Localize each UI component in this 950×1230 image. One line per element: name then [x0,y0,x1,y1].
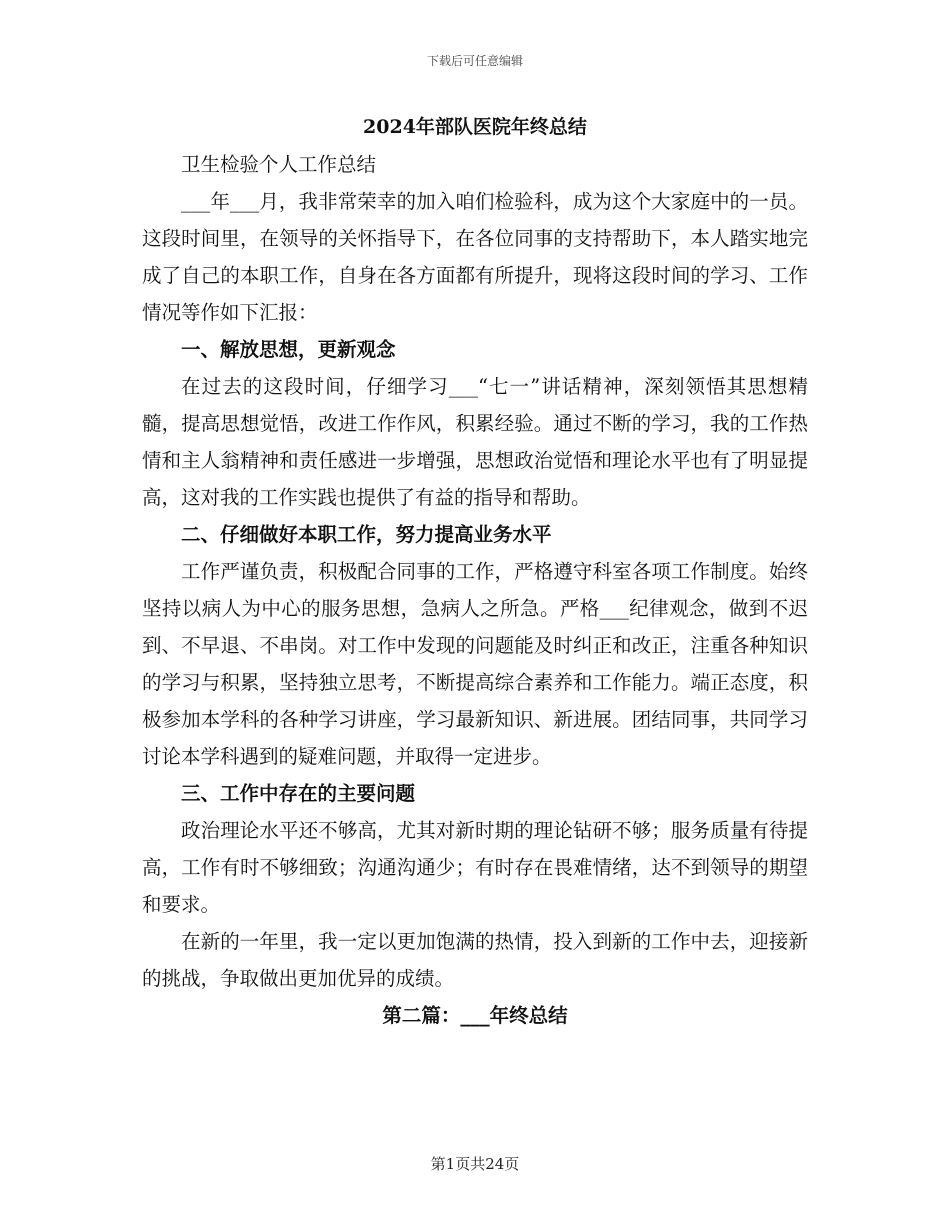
section-heading-2: 二、仔细做好本职工作，努力提高业务水平 [181,523,552,546]
section-heading-1: 一、解放思想，更新观念 [181,338,396,361]
section-body-1: 在过去的这段时间，仔细学习___“七一”讲话精神，深刻领悟其思想精髓，提高思想觉悟，改进工作作风，积累经验。通过不断的学习，我的工作热情和主人翁精神和责任感进一步增强，思想政治觉悟和理论水平也有了明显提高，这对我的工作实践也提供了有益的指导和帮助。 [142,375,808,509]
header-note: 下载后可任意编辑 [426,54,523,68]
chapter-title: 第二篇：___年终总结 [382,1004,568,1027]
section-body-3: 政治理论水平还不够高，尤其对新时期的理论钻研不够；服务质量有待提高，工作有时不够细致；沟通沟通少；有时存在畏难情绪，达不到领导的期望和要求。 [142,819,808,916]
document-subtitle: 卫生检验个人工作总结 [181,153,377,176]
section-body-2: 工作严谨负责，积极配合同事的工作，严格遵守科室各项工作制度。始终坚持以病人为中心的服务思想，急病人之所急。严格___纪律观念，做到不迟到、不早退、不串岗。对工作中发现的问题能及时纠正和改正，注重各种知识的学习与积累，坚持独立思考，不断提高综合素养和工作能力。端正态度，积极参加本学科的各种学习讲座，学习最新知识、新进展。团结同事，共同学习讨论本学科遇到的疑难问题，并取得一定进步。 [142,560,808,768]
intro-paragraph: ___年___月，我非常荣幸的加入咱们检验科，成为这个大家庭中的一员。这段时间里，在领导的关怀指导下，在各位同事的支持帮助下，本人踏实地完成了自己的本职工作，自身在各方面都有所提升，现将这段时间的学习、工作情况等作如下汇报： [142,190,808,324]
document-body [142,108,808,1034]
closing-paragraph: 在新的一年里，我一定以更加饱满的热情，投入到新的工作中去，迎接新的挑战，争取做出更加优异的成绩。 [142,930,808,990]
page-number-footer: 第1页共24页 [430,1155,520,1173]
document-title: 2024年部队医院年终总结 [363,116,587,138]
section-heading-3: 三、工作中存在的主要问题 [181,782,416,805]
